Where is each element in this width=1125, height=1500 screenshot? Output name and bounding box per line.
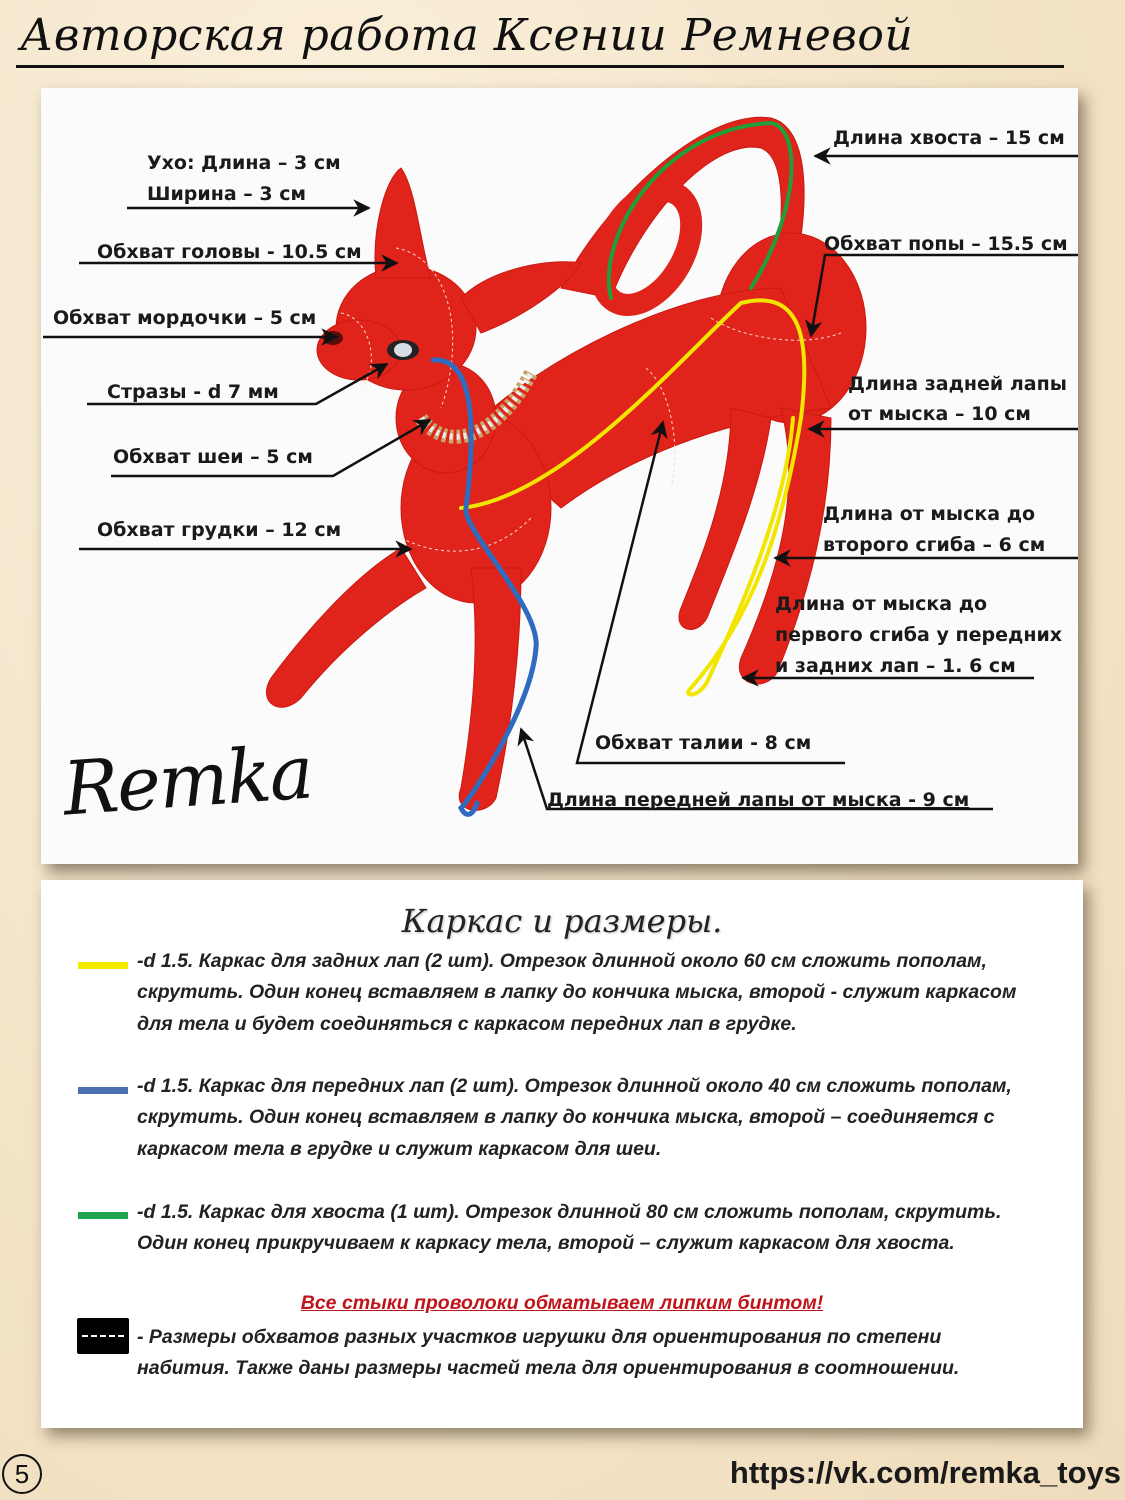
remka-signature: Remka — [60, 729, 315, 833]
label-first-bend-2: первого сгиба у передних — [775, 624, 1063, 646]
label-rump-girth: Обхват попы – 15.5 см — [824, 233, 1068, 255]
tape-warning: Все стыки проволоки обматываем липким бинтом! — [300, 1292, 824, 1314]
dashed-line-swatch — [77, 1318, 129, 1354]
page-number: 5 — [2, 1454, 42, 1494]
label-first-bend-3: и задних лап – 1. 6 см — [775, 655, 1016, 677]
girth-sizes-note: - Размеры обхватов разных участков игрушки для ориентирования по степени набития. Также даны размеры частей тела для ориентирования в соотношении. — [137, 1326, 960, 1380]
label-front-leg-length: Длина передней лапы от мыска - 9 см — [547, 789, 970, 811]
label-hind-leg-2: от мыска – 10 см — [848, 403, 1031, 425]
front-legs-wire-note: -d 1.5. Каркас для передних лап (2 шт). Отрезок длинной около 40 см сложить пополам, скрутить. Один конец вставляем в лапку до кончика мыска, второй – соединяется с каркасом тела в грудке и служит каркасом для шеи. — [137, 1075, 1012, 1160]
hind-legs-wire-note: -d 1.5. Каркас для задних лап (2 шт). Отрезок длинной около 60 см сложить пополам, скрутить. Один конец вставляем в лапку до кончика мыска, второй - служит каркасом для тела и будет соединяться с каркасом передних лап в грудке. — [137, 950, 1017, 1035]
label-neck-girth: Обхват шеи – 5 см — [113, 446, 313, 468]
label-head-girth: Обхват головы - 10.5 см — [97, 241, 362, 263]
vk-url[interactable]: https://vk.com/remka_toys — [729, 1455, 1121, 1490]
header-underline — [16, 65, 1064, 68]
label-second-bend-1: Длина от мыска до — [823, 503, 1036, 525]
yellow-wire-swatch — [78, 962, 128, 969]
label-waist-girth: Обхват талии - 8 см — [595, 732, 812, 754]
annotated-toy-photo — [41, 88, 1078, 864]
author-title: Авторская работа Ксении Ремневой — [20, 10, 914, 61]
panel-title: Каркас и размеры. — [401, 902, 723, 940]
frame-and-sizes-panel — [41, 880, 1083, 1428]
label-muzzle-girth: Обхват мордочки – 5 см — [53, 307, 317, 329]
label-rhinestones: Стразы - d 7 мм — [107, 381, 279, 403]
label-second-bend-2: второго сгиба – 6 см — [823, 534, 1046, 556]
label-hind-leg-1: Длина задней лапы — [848, 373, 1067, 395]
blue-wire-swatch — [78, 1087, 128, 1094]
green-wire-swatch — [78, 1212, 128, 1219]
page-header — [16, 4, 1064, 70]
tail-wire-note: -d 1.5. Каркас для хвоста (1 шт). Отрезок длинной 80 см сложить пополам, скрутить. Один конец прикручиваем к каркасу тела, второй – служит каркасом для хвоста. — [137, 1201, 1002, 1255]
label-first-bend-1: Длина от мыска до — [775, 593, 988, 615]
label-tail-length: Длина хвоста – 15 см — [833, 127, 1065, 149]
label-ear-length: Ухо: Длина – 3 см — [147, 152, 341, 174]
label-ear-width: Ширина – 3 см — [147, 183, 307, 205]
label-chest-girth: Обхват грудки – 12 см — [97, 519, 342, 541]
